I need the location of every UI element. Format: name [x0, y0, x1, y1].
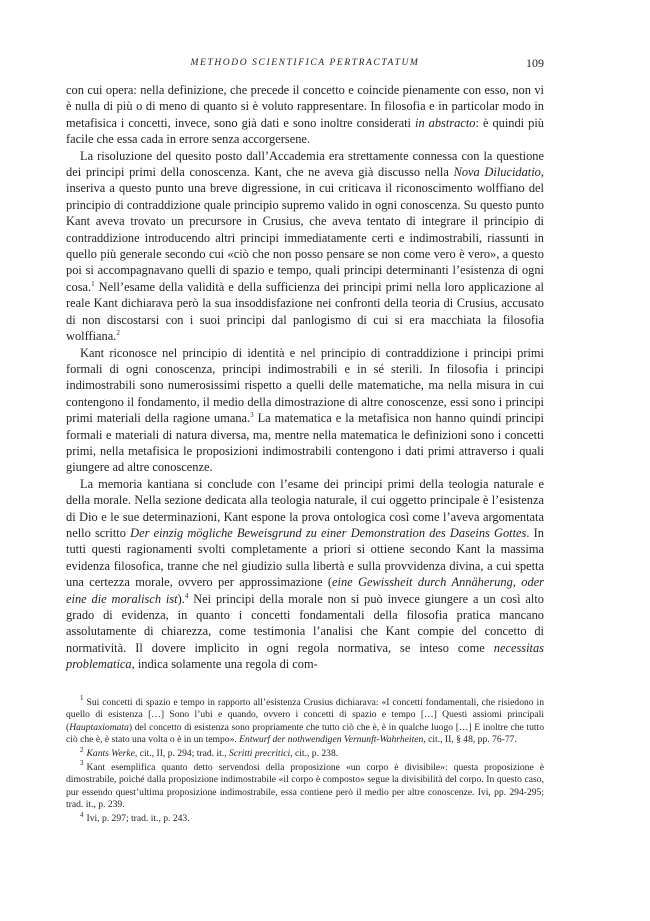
running-title: METHODO SCIENTIFICA PERTRACTATUM [190, 58, 420, 68]
italic-text: necessitas problematica [66, 640, 544, 672]
text-run: : è quindi più facile che essa cada in errore senza accorgersene. [66, 115, 544, 147]
text-run: Kant esemplifica quanto detto servendosi della proposizione «un corpo è divisibile»: questa proposizione è dimostrabile, poiché dalla proposizione indimostrabile «il corpo è composto» segue la divisibilità del corpo. In questo caso, pur essendo quest’ultima proposizione indimostrabile, essa contiene però il medio per altre conoscenze. Ivi, pp. 294-295; trad. it., p. 239. [66, 761, 544, 811]
footnotes [66, 694, 544, 826]
italic-text: Scritti precritici [228, 748, 291, 759]
text-run: ) del concetto di esistenza sono propriamente che tutto ciò che è, è in qualche luogo […] E inoltre che tutto ciò che è, è stato una volta o è in un tempo». [66, 721, 544, 746]
paragraph-3 [66, 345, 544, 476]
footnote-mark: 2 [80, 745, 84, 754]
text-run: , cit., II, p. 294; trad. it., [134, 748, 229, 759]
text-run: con cui opera: nella definizione, che precede il concetto e coincide pienamente con esso, non vi è nulla di più o di meno di quanto si è voluto rappresentare. In filosofia e in particolar modo in metafisica i concetti, invece, sono già dati e sono inoltre considerati [66, 83, 544, 130]
footnote-mark: 4 [80, 810, 84, 819]
text-run: . In tutti questi ragionamenti svolti completamente a priori si ottiene secondo Kant la massima evidenza filosofica, tranne che nel giudizio sulla libertà e sulla provvidenza divina, a cui spetta una certezza morale, ovvero per approssimazione ( [66, 525, 544, 590]
running-head [66, 54, 544, 74]
text-run: ). [177, 591, 185, 606]
text-run: Nell’esame della validità e della sufficienza dei principi primi nella loro applicazione al reale Kant dichiarava però la sua insoddisfazione nei confronti della teoria di Crusius, accusato di non discostarsi con i suoi principi dal panlogismo di cui si era macchiata la filosofia wolffiana. [66, 279, 544, 344]
paragraph-2 [66, 148, 544, 345]
italic-text: in abstracto [415, 115, 476, 130]
text-run: Ivi, p. 297; trad. it., p. 243. [86, 812, 190, 824]
text-run: , inseriva a questo punto una breve digressione, in cui criticava il riconoscimento wolffiano del principio di contraddizione quale principio supremo valido in ogni conoscenza. Su questo punto Kant aveva trovato un precursore in Crusius, che aveva tentato di integrare il principio di contraddizione introducendo altri principi immediatamente certi e indimostrabili, riassunti in quello più generale secondo cui «ciò che non posso pensare se non come vero è vero», a questo poi si accompagnavano quelli di spazio e tempo, quali principi determinanti l’esistenza di ogni cosa. [66, 165, 544, 294]
italic-text: Der einzig mögliche Beweisgrund zu einer Demonstration des Daseins Gottes [130, 525, 527, 540]
footnote-ref: 1 [91, 279, 95, 288]
page [66, 54, 544, 826]
text-run: La risoluzione del quesito posto dall’Accademia era strettamente connessa con la questione dei principi primi della conoscenza. Kant, che ne aveva già discusso nella [66, 148, 544, 180]
italic-text: Hauptaxiomata [69, 721, 129, 733]
italic-text: Kants Werke [86, 748, 135, 759]
footnote-2 [66, 745, 544, 761]
text-run: , cit., II, § 48, pp. 76-77. [423, 734, 517, 746]
page-number: 109 [526, 56, 544, 70]
italic-text: eine Gewissheit durch Annäherung, oder eine die moralisch ist [66, 575, 544, 606]
footnote-3 [66, 759, 544, 812]
footnote-mark: 3 [80, 759, 84, 768]
paragraph-1 [66, 82, 544, 148]
text-run: , cit., p. 238. [290, 748, 339, 759]
text-run: Sui concetti di spazio e tempo in rapporto all’esistenza Crusius dichiarava: «I concetti fondamentali, che risiedono in quello di esistenza […] Sono l’ubi e quando, ovvero i concetti di spazio e tempo […] Questi assiomi principali ( [66, 696, 544, 733]
footnote-1 [66, 694, 544, 747]
italic-text: Nova Dilucidatio [453, 165, 541, 180]
text-run: , indica solamente una regola di com- [131, 657, 318, 672]
body-text [66, 82, 544, 673]
footnote-ref: 4 [184, 591, 189, 600]
footnote-ref: 3 [250, 411, 254, 419]
footnote-mark: 1 [80, 694, 84, 703]
text-run: Nei principi della morale non si può invece giungere a un così alto grado di evidenza, in quanto i concetti fondamentali della filosofia pratica mancano assolutamente di chiarezza, come testimonia l’analisi che Kant compie del concetto di normatività. Il dovere implicito in ogni regola normativa, se inteso come [66, 591, 544, 655]
paragraph-4 [66, 476, 544, 673]
text-run: La memoria kantiana si conclude con l’esame dei principi primi della teologia naturale e della morale. Nella sezione dedicata alla teologia naturale, il cui oggetto principale è l’esistenza di Dio e le sue determinazioni, Kant espone la prova ontologica così come l’aveva argomentata nello scritto [66, 476, 544, 540]
italic-text: Entwurf der nothwendigen Vernunft-Wahrheiten [239, 734, 424, 746]
text-run: Kant riconosce nel principio di identità e nel principio di contraddizione i principi primi formali di ogni conoscenza, principi indimostrabili e in sé sterili. In filosofia i principi indimostrabili sono numerosissimi rispetto a quelli delle matematiche, ma nella misura in cui contengono il fondamento, il medio della dimostrazione di altre conoscenze, essi sono i principi primi materiali della ragione umana. [66, 345, 544, 426]
footnote-4 [66, 810, 544, 826]
footnote-ref: 2 [116, 328, 120, 337]
text-run: La matematica e la metafisica non hanno quindi principi formali e materiali di natura diversa, ma, mentre nella matematica le definizioni sono i concetti primi, nella metafisica le proposizioni indimostrabili contengono i dati primi attraverso i quali giungere ad altre conoscenze. [66, 411, 544, 475]
